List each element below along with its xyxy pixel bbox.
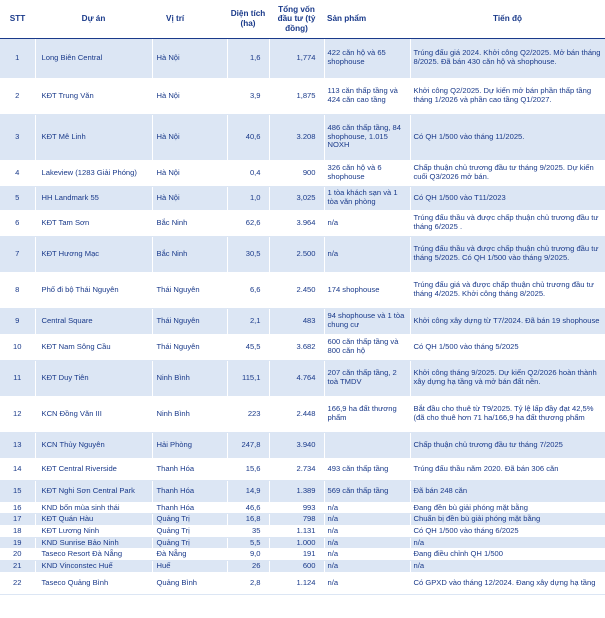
cell-product: 166,9 ha đất thương phẩm (324, 396, 410, 432)
cell-location: Thanh Hóa (152, 458, 227, 480)
cell-investment: 900 (269, 160, 324, 186)
cell-project: KĐT Nam Sông Cầu (35, 334, 152, 360)
table-body (0, 38, 605, 594)
cell-investment: 1.124 (269, 572, 324, 594)
cell-progress: Đang đền bù giải phóng mặt bằng (410, 502, 605, 514)
cell-area: 15,6 (227, 458, 269, 480)
cell-area: 247,8 (227, 432, 269, 458)
cell-product: n/a (324, 572, 410, 594)
cell-product: 493 căn thấp tầng (324, 458, 410, 480)
cell-stt: 1 (0, 38, 35, 78)
table-row (0, 572, 605, 594)
table-row (0, 502, 605, 514)
cell-investment: 1,875 (269, 78, 324, 114)
header-location: Vị trí (152, 0, 227, 38)
table-row (0, 525, 605, 537)
cell-stt: 3 (0, 114, 35, 160)
cell-progress: Đang điều chỉnh QH 1/500 (410, 549, 605, 561)
cell-investment: 798 (269, 514, 324, 526)
cell-area: 26 (227, 561, 269, 573)
cell-location: Thanh Hóa (152, 502, 227, 514)
cell-product: n/a (324, 210, 410, 236)
cell-area: 62,6 (227, 210, 269, 236)
cell-investment: 3.682 (269, 334, 324, 360)
cell-investment: 3.964 (269, 210, 324, 236)
cell-progress: n/a (410, 561, 605, 573)
cell-project: KND Vinconstec Huế (35, 561, 152, 573)
cell-stt: 18 (0, 525, 35, 537)
cell-area: 6,6 (227, 272, 269, 308)
cell-project: KĐT Quán Hàu (35, 514, 152, 526)
cell-location: Quảng Trị (152, 525, 227, 537)
cell-progress: Khởi công xây dựng từ T7/2024. Đã bán 19 shophouse (410, 308, 605, 334)
cell-progress: Trúng đấu giá và được chấp thuận chủ trương đầu tư tháng 4/2025. Khởi công tháng 8/2025. (410, 272, 605, 308)
cell-area: 16,8 (227, 514, 269, 526)
cell-stt: 7 (0, 236, 35, 272)
cell-location: Thái Nguyên (152, 308, 227, 334)
cell-location: Bắc Ninh (152, 236, 227, 272)
cell-project: KĐT Nghi Sơn Central Park (35, 480, 152, 502)
cell-progress: Có QH 1/500 vào T11/2023 (410, 186, 605, 210)
cell-project: KĐT Trung Văn (35, 78, 152, 114)
cell-location: Hà Nội (152, 114, 227, 160)
cell-investment: 2.500 (269, 236, 324, 272)
cell-progress: Có QH 1/500 vào tháng 11/2025. (410, 114, 605, 160)
cell-product: n/a (324, 502, 410, 514)
cell-project: Phố đi bộ Thái Nguyên (35, 272, 152, 308)
cell-stt: 12 (0, 396, 35, 432)
cell-progress: Bắt đầu cho thuê từ T9/2025. Tỷ lệ lấp đầy đạt 42,5% (đã cho thuê hơn 71 ha/166,9 ha đất thương phẩm (410, 396, 605, 432)
table-row (0, 186, 605, 210)
cell-area: 223 (227, 396, 269, 432)
cell-location: Thái Nguyên (152, 272, 227, 308)
cell-stt: 8 (0, 272, 35, 308)
cell-area: 46,6 (227, 502, 269, 514)
cell-area: 35 (227, 525, 269, 537)
cell-product: 94 shophouse và 1 tòa chung cư (324, 308, 410, 334)
cell-product: 113 căn thấp tầng và 424 căn cao tầng (324, 78, 410, 114)
cell-product: n/a (324, 525, 410, 537)
table-row (0, 272, 605, 308)
cell-product: 422 căn hộ và 65 shophouse (324, 38, 410, 78)
cell-progress: Khởi công tháng 9/2025. Dự kiến Q2/2026 hoàn thành xây dựng hạ tầng và mở bán đất nền. (410, 360, 605, 396)
cell-investment: 2.734 (269, 458, 324, 480)
cell-progress: Đã bán 248 căn (410, 480, 605, 502)
cell-location: Hà Nội (152, 186, 227, 210)
table-row (0, 160, 605, 186)
cell-stt: 10 (0, 334, 35, 360)
cell-location: Hà Nội (152, 78, 227, 114)
cell-project: KCN Thủy Nguyên (35, 432, 152, 458)
cell-stt: 22 (0, 572, 35, 594)
cell-progress: Trúng đấu giá 2024. Khởi công Q2/2025. Mở bán tháng 8/2025. Đã bán 430 căn hộ và shophouse. (410, 38, 605, 78)
cell-progress: Trúng đấu thầu và được chấp thuận chủ trương đầu tư tháng 5/2025. Có QH 1/500 vào tháng 9/2025. (410, 236, 605, 272)
cell-stt: 9 (0, 308, 35, 334)
cell-area: 2,8 (227, 572, 269, 594)
cell-investment: 600 (269, 561, 324, 573)
cell-location: Quảng Trị (152, 514, 227, 526)
table-row (0, 561, 605, 573)
cell-investment: 3.940 (269, 432, 324, 458)
table-row (0, 537, 605, 549)
cell-project: Central Square (35, 308, 152, 334)
cell-stt: 5 (0, 186, 35, 210)
cell-progress: Chấp thuận chủ trương đầu tư tháng 7/2025 (410, 432, 605, 458)
table-row (0, 514, 605, 526)
cell-area: 40,6 (227, 114, 269, 160)
cell-progress: Có QH 1/500 vào tháng 5/2025 (410, 334, 605, 360)
cell-stt: 13 (0, 432, 35, 458)
cell-investment: 1,774 (269, 38, 324, 78)
cell-product: n/a (324, 549, 410, 561)
header-project: Dự án (35, 0, 152, 38)
cell-product: 486 căn thấp tầng, 84 shophouse, 1.015 NOXH (324, 114, 410, 160)
table-row (0, 210, 605, 236)
cell-area: 45,5 (227, 334, 269, 360)
cell-stt: 20 (0, 549, 35, 561)
cell-project: KND bốn mùa sinh thái (35, 502, 152, 514)
cell-stt: 11 (0, 360, 35, 396)
cell-area: 2,1 (227, 308, 269, 334)
table-row (0, 396, 605, 432)
cell-progress: Có GPXD vào tháng 12/2024. Đang xây dựng hạ tầng (410, 572, 605, 594)
cell-progress: Chấp thuận chủ trương đầu tư tháng 9/2025. Dự kiến cuối Q3/2026 mở bán. (410, 160, 605, 186)
cell-project: Long Biên Central (35, 38, 152, 78)
table-row (0, 78, 605, 114)
cell-area: 14,9 (227, 480, 269, 502)
header-progress: Tiến độ (410, 0, 605, 38)
table-row (0, 549, 605, 561)
cell-investment: 3.208 (269, 114, 324, 160)
cell-stt: 6 (0, 210, 35, 236)
header-row (0, 0, 605, 38)
cell-investment: 1.000 (269, 537, 324, 549)
header-area: Diện tích (ha) (227, 0, 269, 38)
cell-project: KND Sunrise Bảo Ninh (35, 537, 152, 549)
cell-location: Ninh Bình (152, 396, 227, 432)
table-row (0, 458, 605, 480)
cell-investment: 1.389 (269, 480, 324, 502)
cell-stt: 4 (0, 160, 35, 186)
cell-area: 115,1 (227, 360, 269, 396)
cell-area: 3,9 (227, 78, 269, 114)
cell-area: 1,6 (227, 38, 269, 78)
cell-product: 600 căn thấp tầng và 800 căn hộ (324, 334, 410, 360)
cell-investment: 3,025 (269, 186, 324, 210)
cell-location: Bắc Ninh (152, 210, 227, 236)
cell-product: 326 căn hộ và 6 shophouse (324, 160, 410, 186)
table-row (0, 236, 605, 272)
cell-investment: 993 (269, 502, 324, 514)
cell-project: KCN Đồng Văn III (35, 396, 152, 432)
cell-location: Ninh Bình (152, 360, 227, 396)
cell-location: Quảng Trị (152, 537, 227, 549)
table-row (0, 480, 605, 502)
cell-area: 5,5 (227, 537, 269, 549)
cell-project: KĐT Hương Mạc (35, 236, 152, 272)
cell-project: KĐT Tam Sơn (35, 210, 152, 236)
cell-stt: 14 (0, 458, 35, 480)
cell-product: 1 tòa khách sạn và 1 tòa văn phòng (324, 186, 410, 210)
cell-investment: 1.131 (269, 525, 324, 537)
cell-stt: 21 (0, 561, 35, 573)
cell-product: n/a (324, 236, 410, 272)
cell-progress: Chuẩn bị đền bù giải phóng mặt bằng (410, 514, 605, 526)
table-row (0, 360, 605, 396)
cell-project: Taseco Resort Đà Nẵng (35, 549, 152, 561)
header-product: Sản phẩm (324, 0, 410, 38)
cell-product: n/a (324, 537, 410, 549)
table-row (0, 308, 605, 334)
cell-location: Quảng Bình (152, 572, 227, 594)
table-row (0, 432, 605, 458)
cell-stt: 16 (0, 502, 35, 514)
table-row (0, 38, 605, 78)
cell-investment: 4.764 (269, 360, 324, 396)
cell-product: n/a (324, 561, 410, 573)
cell-investment: 2.448 (269, 396, 324, 432)
cell-area: 9,0 (227, 549, 269, 561)
cell-location: Thanh Hóa (152, 480, 227, 502)
cell-location: Hải Phòng (152, 432, 227, 458)
cell-product: n/a (324, 514, 410, 526)
cell-project: KĐT Mê Linh (35, 114, 152, 160)
cell-investment: 191 (269, 549, 324, 561)
cell-project: HH Landmark 55 (35, 186, 152, 210)
cell-progress: n/a (410, 537, 605, 549)
cell-stt: 19 (0, 537, 35, 549)
cell-project: Taseco Quảng Bình (35, 572, 152, 594)
cell-location: Thái Nguyên (152, 334, 227, 360)
cell-progress: Trúng đấu thầu và được chấp thuận chủ trương đầu tư tháng 6/2025 . (410, 210, 605, 236)
cell-product: 207 căn thấp tầng, 2 toà TMDV (324, 360, 410, 396)
cell-stt: 17 (0, 514, 35, 526)
cell-location: Hà Nội (152, 160, 227, 186)
cell-area: 1,0 (227, 186, 269, 210)
cell-project: KĐT Central Riverside (35, 458, 152, 480)
table-row (0, 114, 605, 160)
cell-progress: Trúng đấu thầu năm 2020. Đã bán 306 căn (410, 458, 605, 480)
cell-location: Đà Nẵng (152, 549, 227, 561)
cell-project: Lakeview (1283 Giải Phóng) (35, 160, 152, 186)
cell-location: Hà Nội (152, 38, 227, 78)
cell-project: KĐT Lương Ninh (35, 525, 152, 537)
header-investment: Tổng vốn đầu tư (tỷ đồng) (269, 0, 324, 38)
cell-investment: 2.450 (269, 272, 324, 308)
cell-product (324, 432, 410, 458)
cell-investment: 483 (269, 308, 324, 334)
cell-project: KĐT Duy Tiên (35, 360, 152, 396)
cell-stt: 15 (0, 480, 35, 502)
cell-area: 0,4 (227, 160, 269, 186)
cell-location: Huế (152, 561, 227, 573)
cell-progress: Khởi công Q2/2025. Dự kiến mở bán phần thấp tầng tháng 1/2026 và phần cao tầng Q1/2027. (410, 78, 605, 114)
header-stt: STT (0, 0, 35, 38)
cell-progress: Có QH 1/500 vào tháng 6/2025 (410, 525, 605, 537)
cell-stt: 2 (0, 78, 35, 114)
cell-product: 174 shophouse (324, 272, 410, 308)
cell-area: 30,5 (227, 236, 269, 272)
cell-product: 569 căn thấp tầng (324, 480, 410, 502)
table-row (0, 334, 605, 360)
